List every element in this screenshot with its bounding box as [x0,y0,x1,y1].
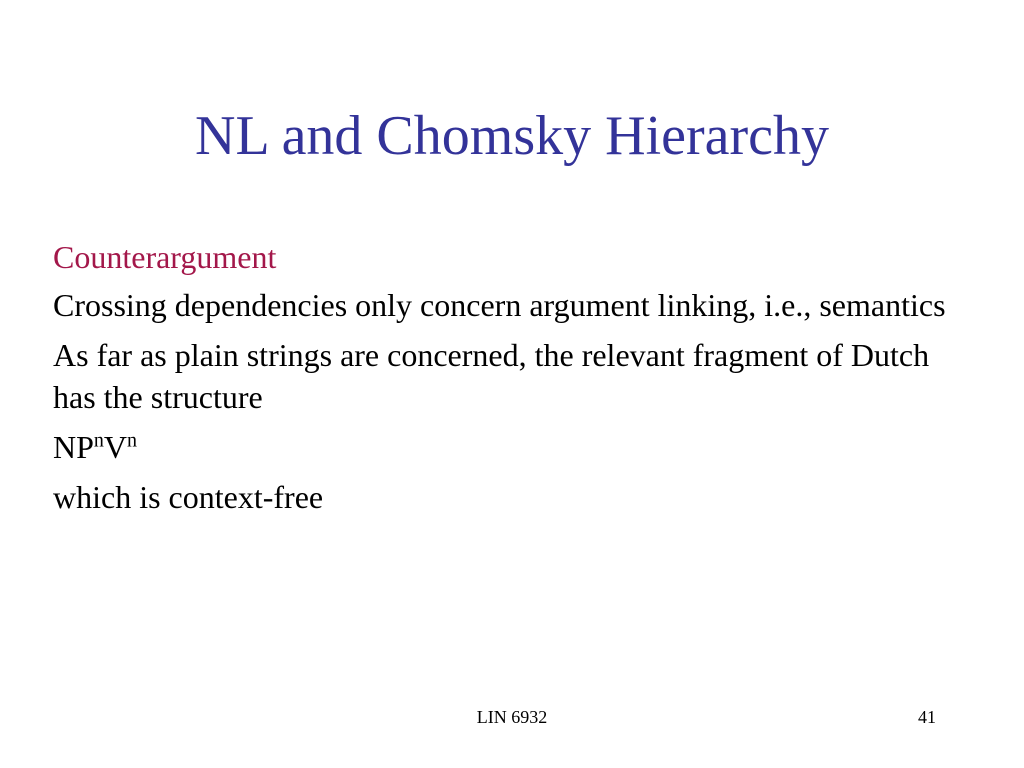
slide-title: NL and Chomsky Hierarchy [195,105,829,167]
paragraph-context-free: which is context-free [53,479,324,515]
formula-np: NP [53,429,94,465]
paragraph-plain-strings: As far as plain strings are concerned, the relevant fragment of Dutch has the structure [53,337,930,415]
subheading: Counterargument [53,239,277,275]
formula [53,426,973,468]
footer-page-number: 41 [918,707,936,727]
footer-course: LIN 6932 [476,707,548,727]
formula-v-exponent: n [127,429,138,452]
paragraph-crossing-dependencies: Crossing dependencies only concern argument linking, i.e., semantics [53,287,946,323]
slide-body [53,236,973,526]
formula-v: V [103,429,128,465]
formula-np-exponent: n [93,429,104,452]
